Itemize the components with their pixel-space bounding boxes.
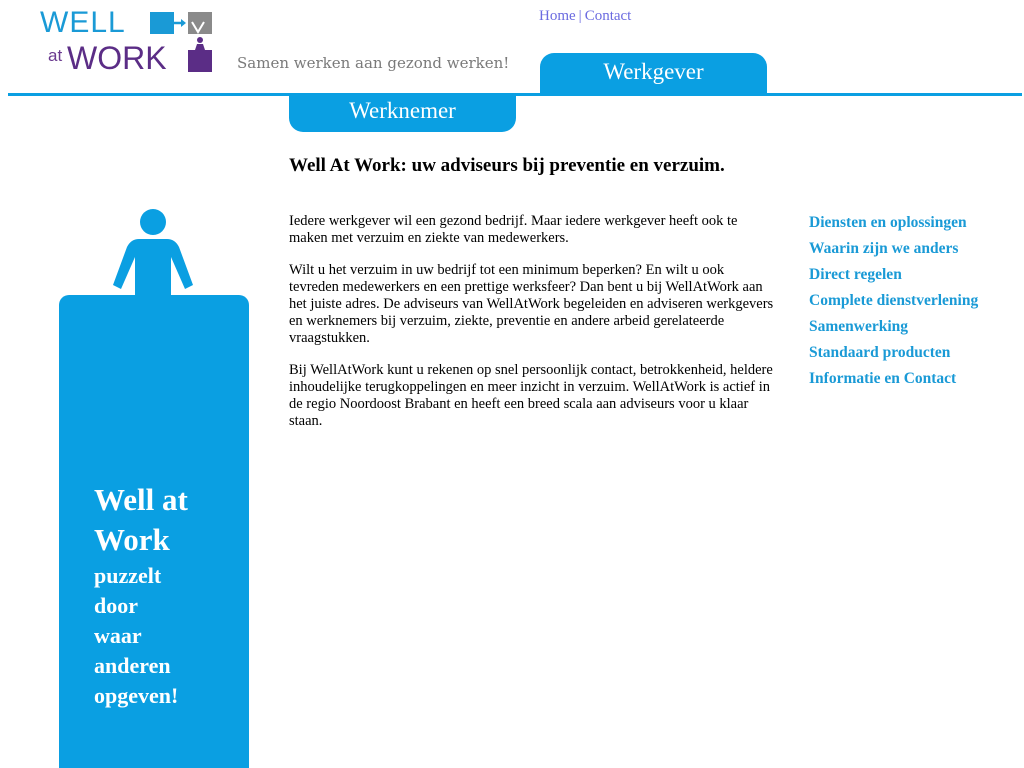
- sidenav-item-standaard-producten[interactable]: Standaard producten: [809, 344, 951, 361]
- sidenav-item-diensten[interactable]: Diensten en oplossingen: [809, 214, 967, 231]
- content-paragraph-1: Iedere werkgever wil een gezond bedrijf. Maar iedere werkgever heeft ook te maken met verzuim en ziekte van medewerkers.: [289, 213, 738, 246]
- contact-link[interactable]: Contact: [584, 8, 632, 24]
- banner-text: [94, 480, 244, 710]
- content-paragraph-3: Bij WellAtWork kunt u rekenen op snel persoonlijk contact, betrokkenheid, heldere inhoudelijke terugkoppelingen en meer inzicht in verzuim. WellAtWork is actief in de regio Noordoost Brabant en heeft een breed scala aan adviseurs voor u klaar staan.: [289, 362, 773, 429]
- nav-separator: |: [578, 8, 582, 24]
- tagline: Samen werken aan gezond werken!: [237, 54, 510, 72]
- banner-sub-line-2: door: [94, 593, 138, 618]
- page-title: Well At Work: uw adviseurs bij preventie en verzuim.: [289, 155, 725, 176]
- main-content: [289, 213, 774, 445]
- side-navigation: [809, 213, 999, 395]
- logo-text-work: WORK: [67, 40, 167, 76]
- home-link[interactable]: Home: [539, 8, 576, 24]
- person-banner: [59, 205, 249, 768]
- tab-werknemer[interactable]: Werknemer: [289, 95, 516, 132]
- tab-werkgever[interactable]: Werkgever: [540, 53, 767, 95]
- logo-text-at: at: [48, 46, 63, 65]
- banner-sub-line-1: puzzelt: [94, 563, 162, 588]
- sidenav-item-complete-dienstverlening[interactable]: Complete dienstverlening: [809, 292, 979, 309]
- content-paragraph-2: Wilt u het verzuim in uw bedrijf tot een minimum beperken? En wilt u ook tevreden medewerkers en een prettige werksfeer? Dan bent u bij WellAtWork aan het juiste adres. De adviseurs van WellAtWork begeleiden en adviseren werkgevers en werknemers bij verzuim, ziekte, preventie en andere arbeid gerelateerde vraagstukken.: [289, 262, 774, 346]
- banner-sub-line-3: waar: [94, 623, 142, 648]
- sidenav-item-samenwerking[interactable]: Samenwerking: [809, 318, 909, 335]
- sidenav-item-anders[interactable]: Waarin zijn we anders: [809, 240, 959, 257]
- banner-sub-line-5: opgeven!: [94, 683, 179, 708]
- banner-sub-line-4: anderen: [94, 653, 171, 678]
- logo-puzzle-icon: [150, 10, 216, 76]
- sidenav-item-informatie-contact[interactable]: Informatie en Contact: [809, 370, 957, 387]
- logo-text-well: WELL: [40, 6, 126, 39]
- banner-title-line-2: Work: [94, 522, 170, 557]
- banner-title-line-1: Well at: [94, 482, 188, 517]
- sidenav-item-direct-regelen[interactable]: Direct regelen: [809, 266, 902, 283]
- site-logo[interactable]: [40, 8, 220, 78]
- top-navigation: [539, 8, 631, 25]
